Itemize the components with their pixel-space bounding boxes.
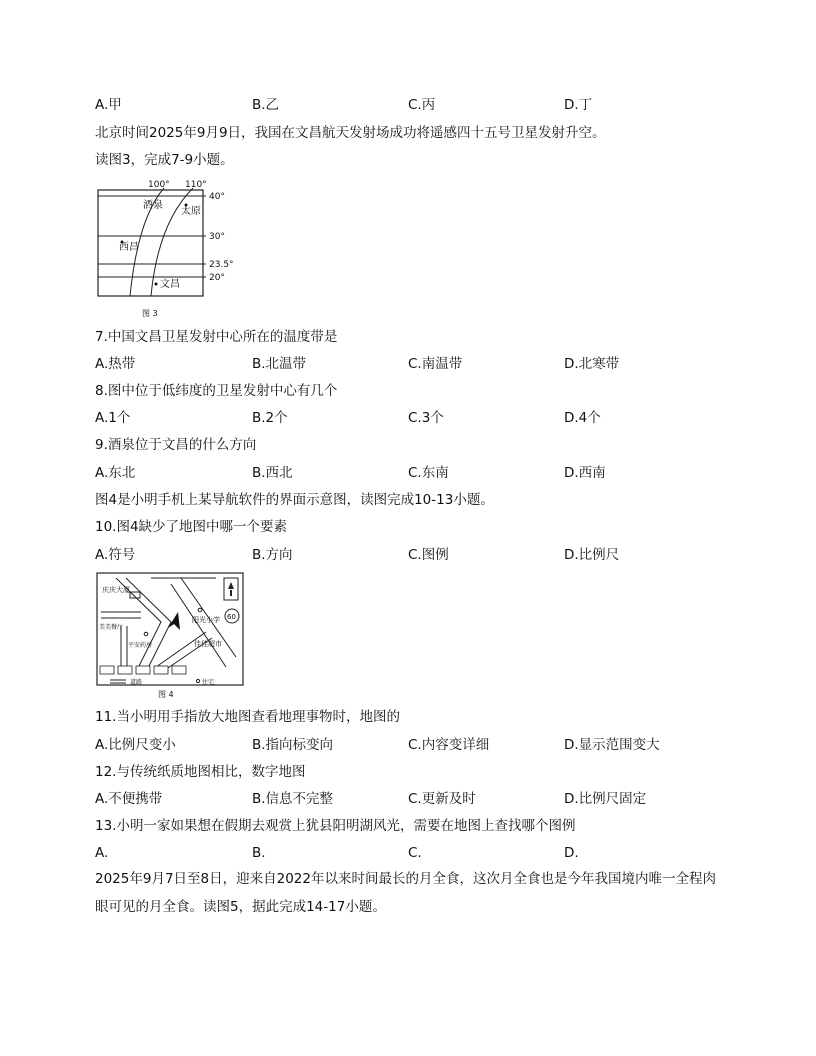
q7-option-c: C.南温带 — [408, 356, 463, 372]
q12-option-d: D.比例尺固定 — [564, 791, 647, 807]
q8-option-b: B.2个 — [252, 410, 288, 426]
legend-road-label: 道路 — [130, 679, 143, 686]
q8-options — [95, 409, 735, 427]
q11-options — [95, 736, 735, 754]
lon-label-110: 110° — [185, 180, 207, 190]
q11-option-a: A.比例尺变小 — [95, 737, 176, 753]
place-xichang: 西昌 — [119, 242, 139, 253]
intro-paragraph-3: 图4是小明手机上某导航软件的界面示意图，读图完成10-13小题。 — [95, 492, 494, 508]
toolbar-button-3[interactable] — [136, 666, 150, 674]
place-yangguang-school: 阳光小学 — [192, 616, 220, 624]
q6-option-d: D.丁 — [564, 97, 593, 113]
toolbar-button-2[interactable] — [118, 666, 132, 674]
q13-option-d: D. — [564, 845, 579, 861]
q11-option-b: B.指向标变向 — [252, 737, 334, 753]
intro-paragraph-1: 北京时间2025年9月9日，我国在文昌航天发射场成功将遥感四十五号卫星发射升空。 — [95, 125, 606, 141]
place-pingan-pharmacy: 平安药房 — [128, 642, 153, 649]
q9-option-b: B.西北 — [252, 465, 293, 481]
q9-option-c: C.东南 — [408, 465, 449, 481]
lat-label-23-5: 23.5° — [209, 260, 234, 270]
q8-stem: 8.图中位于低纬度的卫星发射中心有几个 — [95, 383, 338, 399]
q7-option-d: D.北寒带 — [564, 356, 620, 372]
q6-options — [95, 96, 735, 114]
q10-options — [95, 546, 735, 564]
q10-option-a: A.符号 — [95, 547, 136, 563]
q9-stem: 9.酒泉位于文昌的什么方向 — [95, 437, 257, 453]
q13-stem: 13.小明一家如果想在假期去观赏上犹县阳明湖风光，需要在地图上查找哪个图例 — [95, 818, 576, 834]
place-jiuquan: 酒泉 — [143, 200, 163, 211]
q12-option-c: C.更新及时 — [408, 791, 476, 807]
q7-option-a: A.热带 — [95, 356, 136, 372]
q10-option-d: D.比例尺 — [564, 547, 620, 563]
q13-option-a: A. — [95, 845, 109, 861]
lat-label-30: 30° — [209, 232, 225, 242]
q7-option-b: B.北温带 — [252, 356, 307, 372]
lat-label-20: 20° — [209, 273, 225, 283]
q6-option-c: C.丙 — [408, 97, 436, 113]
place-qingqing-building: 庆庆大厦 — [102, 586, 130, 594]
q10-stem: 10.图4缺少了地图中哪一个要素 — [95, 519, 288, 535]
q12-option-b: B.信息不完整 — [252, 791, 334, 807]
toolbar-button-1[interactable] — [100, 666, 114, 674]
q9-option-d: D.西南 — [564, 465, 606, 481]
intro-paragraph-4-line-1: 2025年9月7日至8日，迎来自2022年以来时间最长的月全食，这次月全食也是今年我国境内唯一全程肉 — [95, 871, 716, 887]
figure-3-map — [96, 178, 246, 320]
figure-4-caption: 图 4 — [158, 690, 174, 699]
intro-paragraph-4-line-2: 眼可见的月全食。读图5，据此完成14-17小题。 — [95, 899, 386, 915]
legend-poi-label: 住宅 — [202, 679, 215, 686]
q8-option-c: C.3个 — [408, 410, 444, 426]
q10-option-b: B.方向 — [252, 547, 293, 563]
toolbar-button-5[interactable] — [172, 666, 186, 674]
q7-stem: 7.中国文昌卫星发射中心所在的温度带是 — [95, 329, 338, 345]
intro-paragraph-2: 读图3，完成7-9小题。 — [95, 152, 234, 168]
lat-label-40: 40° — [209, 192, 225, 202]
q11-option-d: D.显示范围变大 — [564, 737, 660, 753]
bottom-toolbar — [100, 666, 186, 674]
q11-option-c: C.内容变详细 — [408, 737, 490, 753]
lon-label-100: 100° — [148, 180, 170, 190]
place-jiajia-supermarket: 佳佳超市 — [194, 640, 222, 648]
q13-option-b: B. — [252, 845, 266, 861]
toolbar-button-4[interactable] — [154, 666, 168, 674]
q9-options — [95, 464, 735, 482]
q7-options — [95, 355, 735, 373]
q9-option-a: A.东北 — [95, 465, 136, 481]
q8-option-a: A.1个 — [95, 410, 131, 426]
place-meimei-restaurant: 美美餐厅 — [99, 624, 124, 631]
figure-3-caption: 图 3 — [142, 309, 158, 318]
q6-option-a: A.甲 — [95, 97, 122, 113]
place-wenchang: 文昌 — [160, 279, 180, 290]
q13-option-c: C. — [408, 845, 422, 861]
q12-option-a: A.不便携带 — [95, 791, 163, 807]
q13-options — [95, 844, 735, 862]
figure-4-navigation-map — [96, 572, 246, 702]
dot-wenchang — [155, 283, 158, 286]
q12-options — [95, 790, 735, 808]
q12-stem: 12.与传统纸质地图相比，数字地图 — [95, 764, 306, 780]
q11-stem: 11.当小明用手指放大地图查看地理事物时，地图的 — [95, 709, 400, 725]
place-taiyuan: 太原 — [181, 206, 201, 217]
zoom-level: 60 — [227, 613, 236, 621]
q10-option-c: C.图例 — [408, 547, 449, 563]
q6-option-b: B.乙 — [252, 97, 280, 113]
q8-option-d: D.4个 — [564, 410, 601, 426]
